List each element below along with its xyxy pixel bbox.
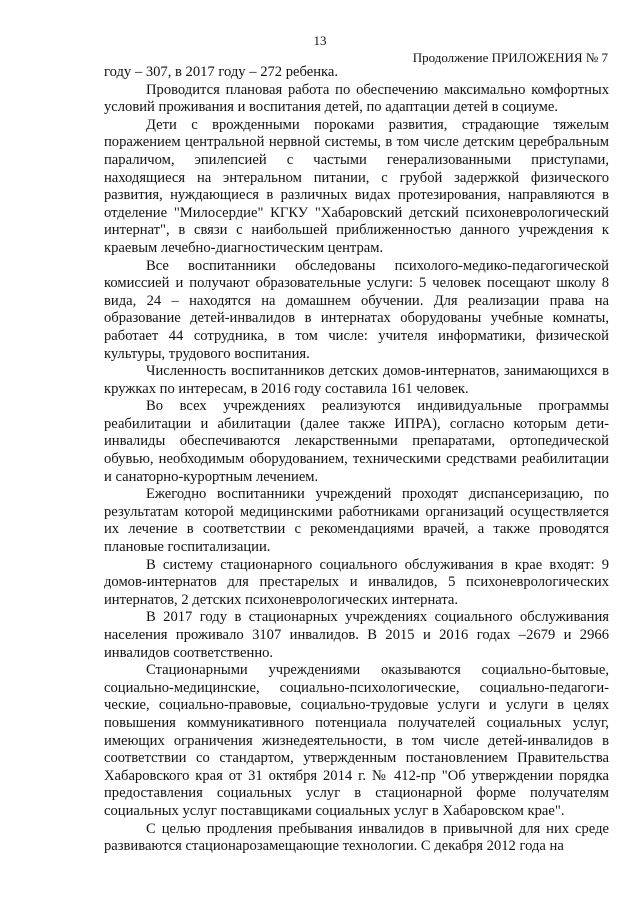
page-number: 13 [313,33,327,48]
body-text [104,64,609,856]
paragraph: Все воспитанники обследованы психолого-медико-педагогической комиссией и получают образовательные услуги: 5 человек посещают школу 8 вида, 24 – находятся на домашнем обучении. Для реализации права на образование детей-инвалидов в интернатах оборудованы учебные комнаты, работает 44 сотрудника, в том числе: учителя информатики, физической культуры, трудового воспитания. [104,257,609,362]
paragraph: Ежегодно воспитанники учреждений проходят диспансеризацию, по результатам которой медицинскими работниками организаций осуществляется их лечение в соответствии с рекомендациями врачей, а также проводятся плановые госпитализации. [104,486,609,556]
appendix-continuation-header: Продолжение ПРИЛОЖЕНИЯ № 7 [412,50,608,65]
paragraph: Во всех учреждениях реализуются индивидуальные программы реабилитации и абилитации (далее также ИПРА), согласно которым дети-инвалиды обеспечиваются лекарственными препаратами, ортопедической обувью, необходимым оборудованием, техническими средствами реабилитации и санаторно-курортным лечением. [104,398,609,485]
paragraph: В систему стационарного социального обслуживания в крае входят: 9 домов-интернатов для престарелых и инвалидов, 5 психоневрологических интернатов, 2 детских психоневрологических интерната. [104,556,609,608]
paragraph: году – 307, в 2017 году – 272 ребенка. [104,64,339,80]
paragraph: С целью продления пребывания инвалидов в привычной для них среде развиваются стационарозамещающие технологии. С декабря 2012 года на [104,820,609,855]
paragraph: Стационарными учреждениями оказываются социально-бытовые, социально-медицинские, социально-психологические, социально-педагоги- ческие, социально-правовые, социально-трудовые услуги и услуги в целях повышения коммуникативного потенциала получателей социальных услуг, имеющих ограничения жизнедеятельности, в том числе детей-инвалидов в соответствии со стандартом, утвержденным постановлением Правительства Хабаровского края от 31 октября 2014 г. № 412-пр "Об утверждении порядка предоставления социальных услуг в стационарной форме получателям социальных услуг поставщиками социальных услуг в Хабаровском крае". [104,662,609,819]
paragraph: Проводится плановая работа по обеспечению максимально комфортных условий проживания и воспитания детей, по адаптации детей в социуме. [104,81,609,116]
paragraph: Дети с врожденными пороками развития, страдающие тяжелым поражением центральной нервной системы, в том числе детским церебральным параличом, эпилепсией с частыми генерализованными приступами, находящиеся на энтеральном питании, с грубой задержкой физического развития, нуждающиеся в различных видах протезирования, направляются в отделение "Милосердие" КГКУ "Хабаровский детский психоневрологический интернат", в связи с наибольшей приближенностью данного учреждения к краевым лечебно-диагностическим центрам. [104,116,609,256]
paragraph: Численность воспитанников детских домов-интернатов, занимающихся в кружках по интересам, в 2016 году составила 161 человек. [104,363,609,397]
paragraph: В 2017 году в стационарных учреждениях социального обслуживания населения проживало 3107 инвалидов. В 2015 и 2016 годах –2679 и 2966 инвалидов соответственно. [104,609,609,661]
